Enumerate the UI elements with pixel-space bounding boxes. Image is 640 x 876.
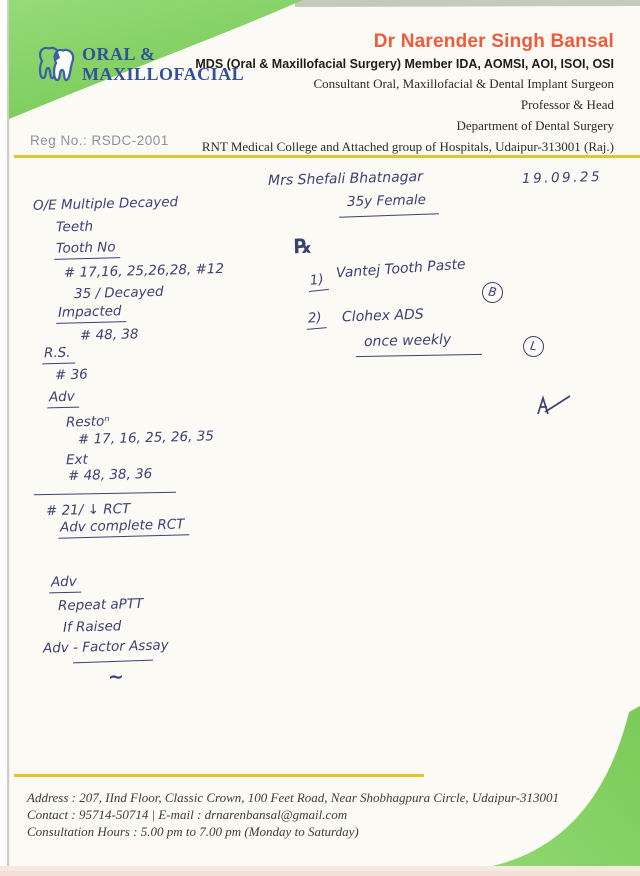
- rx-item-2-circle-mark: L: [522, 335, 546, 359]
- note-impacted-heading: Impacted: [56, 303, 126, 324]
- scan-edge-left: [0, 0, 8, 876]
- note-35-decayed: 35 / Decayed: [73, 283, 164, 303]
- rx-item-1-number: 1): [307, 271, 329, 292]
- scan-edge-bottom-tint: [0, 871, 640, 876]
- note-tooth-no-heading: Tooth No: [54, 239, 120, 260]
- note-oe-multiple-decayed: O/E Multiple Decayed: [32, 194, 179, 214]
- doctor-header: [195, 31, 614, 155]
- patient-age-sex-handwritten: 35y Female: [346, 191, 427, 211]
- footer-contact: Contact : 95714-50714 | E-mail : drnarenbansal@gmail.com: [27, 807, 348, 822]
- note-decayed-tooth-numbers: # 17,16, 25,26,28, #12: [63, 260, 225, 282]
- note-adv-factor-assay: Adv - Factor Assay: [42, 637, 169, 657]
- note-impacted-tooth-numbers: # 48, 38: [79, 326, 139, 344]
- rx-item-1-circle-mark: B: [481, 281, 505, 305]
- header-divider-line: [14, 155, 640, 158]
- note-extraction: Ext: [65, 451, 89, 469]
- doctor-role-department: Department of Dental Surgery: [456, 118, 614, 133]
- footer-divider-line: [14, 774, 424, 777]
- signature-tick-mark: [536, 392, 574, 418]
- note-21-rct: # 21/ ↓ RCT: [45, 500, 131, 520]
- footer-hours: Consultation Hours : 5.00 pm to 7.00 pm (Monday to Saturday): [27, 824, 359, 839]
- scan-edge-top: [295, 0, 640, 7]
- note-if-raised: If Raised: [62, 618, 122, 636]
- note-adv-complete-rct: Adv complete RCT: [58, 516, 189, 538]
- rx-item-2-number: 2): [305, 309, 326, 330]
- flourish-mark: ~: [107, 665, 125, 689]
- note-adv-heading-1: Adv: [47, 389, 79, 409]
- tooth-icon: [34, 44, 78, 94]
- note-restoration-tooth-numbers: # 17, 16, 25, 26, 35: [77, 428, 215, 448]
- note-repeat-aptt: Repeat aPTT: [57, 595, 144, 615]
- logo-text-line2: MAXILLOFACIAL: [82, 64, 245, 84]
- doctor-role-consultant: Consultant Oral, Maxillofacial & Dental Implant Surgeon: [313, 76, 614, 91]
- rx-item-2-note: once weekly: [363, 331, 452, 351]
- clinic-footer: [27, 789, 559, 840]
- green-corner-bottom-right: [492, 706, 640, 866]
- note-rs-tooth-number: # 36: [54, 366, 88, 384]
- rx-item-2-text: Clohex ADS: [341, 306, 424, 326]
- scan-edge-left-line: [7, 0, 9, 876]
- doctor-role-college: RNT Medical College and Attached group of Hospitals, Udaipur-313001 (Raj.): [201, 139, 614, 154]
- note-restoration: Restoⁿ: [65, 413, 110, 431]
- footer-address: Address : 207, IInd Floor, Classic Crown, 100 Feet Road, Near Shobhagpura Circle, Udaipur-313001: [27, 790, 559, 805]
- note-rs-heading: R.S.: [42, 345, 75, 365]
- doctor-name: Dr Narender Singh Bansal: [373, 31, 614, 52]
- note-extraction-tooth-numbers: # 48, 38, 36: [67, 465, 153, 485]
- logo-text-line1: ORAL &: [82, 44, 156, 64]
- rx-symbol: ℞: [293, 233, 313, 259]
- note-teeth: Teeth: [55, 218, 94, 236]
- patient-name-handwritten: Mrs Shefali Bhatnagar: [267, 168, 424, 190]
- doctor-role-professor: Professor & Head: [520, 97, 614, 112]
- registration-number: Reg No.: RSDC-2001: [30, 133, 169, 148]
- doctor-qualifications: MDS (Oral & Maxillofacial Surgery) Member IDA, AOMSI, AOI, ISOI, OSI: [195, 57, 614, 71]
- note-adv-heading-2: Adv: [49, 574, 81, 594]
- rx-item-1-text: Vantej Tooth Paste: [335, 256, 467, 282]
- visit-date-handwritten: 19.09.25: [521, 168, 603, 188]
